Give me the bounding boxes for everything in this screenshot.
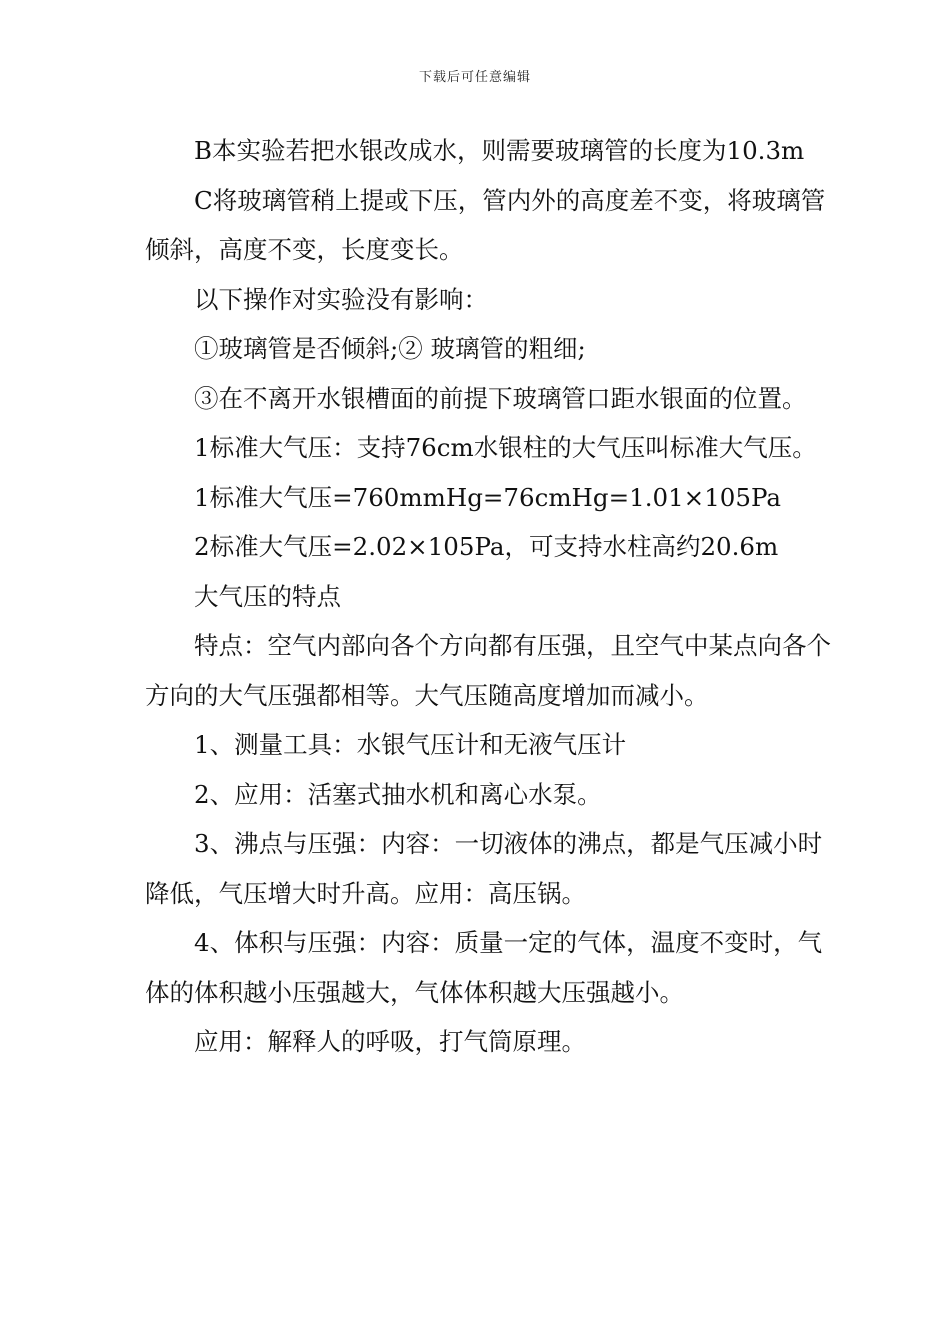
document-body bbox=[145, 126, 835, 1067]
paragraph: 2标准大气压=2.02×105Pa，可支持水柱高约20.6m bbox=[194, 532, 779, 561]
paragraph: 以下操作对实验没有影响： bbox=[194, 284, 488, 314]
paragraph: 1标准大气压=760mmHg=76cmHg=1.01×105Pa bbox=[194, 482, 781, 512]
list-item: 3、沸点与压强：内容：一切液体的沸点，都是气压减小时降低，气压增大时升高。应用：高压锅。 bbox=[145, 829, 823, 908]
list-item: 1、测量工具：水银气压计和无液气压计 bbox=[194, 730, 627, 759]
paragraph: 特点：空气内部向各个方向都有压强，且空气中某点向各个方向的大气压强都相等。大气压随高度增加而减小。 bbox=[145, 631, 831, 710]
paragraph: C将玻璃管稍上提或下压，管内外的高度差不变，将玻璃管倾斜，高度不变，长度变长。 bbox=[145, 185, 826, 264]
list-item: 4、体积与压强：内容：质量一定的气体，温度不变时，气体的体积越小压强越大，气体体积越大压强越小。 bbox=[145, 928, 823, 1007]
paragraph: ①玻璃管是否倾斜;② 玻璃管的粗细; bbox=[194, 334, 586, 363]
paragraph: ③在不离开水银槽面的前提下玻璃管口距水银面的位置。 bbox=[194, 383, 807, 413]
paragraph: 1标准大气压：支持76cm水银柱的大气压叫标准大气压。 bbox=[194, 433, 817, 462]
paragraph: B本实验若把水银改成水，则需要玻璃管的长度为10.3m bbox=[194, 136, 805, 165]
list-item: 2、应用：活塞式抽水机和离心水泵。 bbox=[194, 779, 602, 809]
section-heading: 大气压的特点 bbox=[194, 581, 341, 611]
paragraph: 应用：解释人的呼吸，打气筒原理。 bbox=[194, 1027, 586, 1056]
page-header: 下载后可任意编辑 bbox=[418, 70, 531, 85]
